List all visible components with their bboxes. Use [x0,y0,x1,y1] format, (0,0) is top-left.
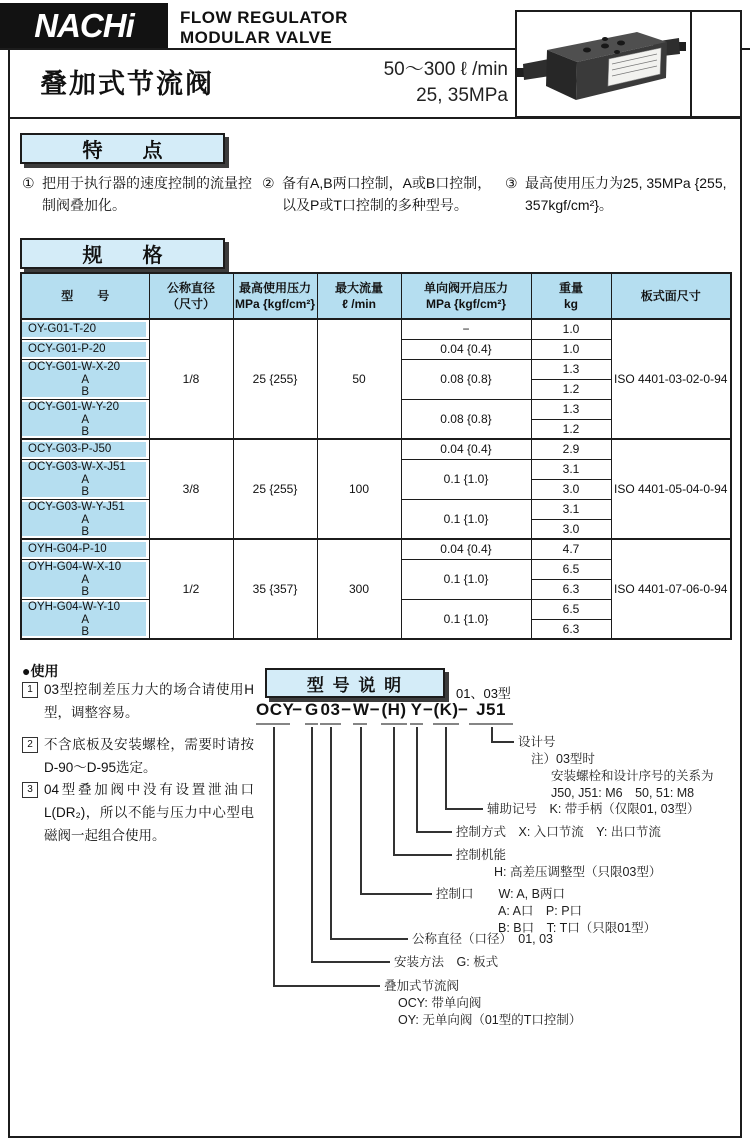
feature-number: ③ [505,175,518,191]
spec-col-header: 重量 kg [531,273,611,319]
model-code-token: (K) [433,700,459,725]
designation-label-line: 控制机能 [456,848,507,862]
designation-label-line: 公称直径（口径） 01, 03 [412,932,554,946]
max-flow-cell: 100 [317,439,401,539]
model-code-token: 03 [320,700,341,725]
opening-pressure-cell: 0.1 {1.0} [401,559,531,599]
model-cell: OCY-G01-P-20 [21,339,149,359]
designation-branch-line [491,727,514,743]
opening-pressure-cell: 0.04 {0.4} [401,439,531,459]
designation-label-func [456,847,661,881]
designation-label-line: J50, J51: M6 50, 51: M8 [551,786,695,800]
specs-heading-text: 规 格 [82,245,163,267]
usage-note-number: 2 [22,737,38,753]
page-title: 叠加式节流阀 [40,69,214,99]
model-designation-heading-text: 型 号 说 明 [306,675,404,695]
designation-label-line: 注）03型时 [531,752,595,766]
model-cell: OYH-G04-P-10 [21,539,149,559]
weight-cell: 4.7 [531,539,611,559]
usage-note-text: 不含底板及安装螺栓，需要时请按D-90～D-95选定。 [44,737,254,775]
designation-branch-line [273,727,380,987]
opening-pressure-cell: 0.1 {1.0} [401,459,531,499]
model-code-token: − [458,700,469,719]
designation-label-line: A: A口 P: P口 [498,904,583,918]
weight-cell: 1.2 [531,379,611,399]
designation-label-line: 安装方法 G: 板式 [394,955,499,969]
max-pressure-cell: 25 {255} [233,319,317,439]
designation-label-line: B: B口 T: T口（只限01型） [498,921,657,935]
opening-pressure-cell: − [401,319,531,339]
designation-label-type [384,978,581,1029]
spec-col-header: 最大流量 ℓ /min [317,273,401,319]
designation-label-line: H: 高差压调整型（只限03型） [494,865,662,879]
weight-cell: 6.3 [531,579,611,599]
designation-label-line: 叠加式节流阀 [384,979,460,993]
designation-label-line: OY: 无单向阀（01型的T口控制） [398,1013,582,1027]
designation-label-line: 控制口 W: A, B两口 [436,887,565,901]
designation-label-port [436,886,656,937]
opening-pressure-cell: 0.08 {0.8} [401,359,531,399]
opening-pressure-cell: 0.1 {1.0} [401,499,531,539]
diameter-cell: 3/8 [149,439,233,539]
model-cell: OCY-G01-W-X-20 A B [21,359,149,399]
designation-label-aux [487,801,700,818]
feature-text: 把用于执行器的速度控制的流量控制阀叠加化。 [42,175,252,213]
opening-pressure-cell: 0.08 {0.8} [401,399,531,439]
weight-cell: 1.3 [531,359,611,379]
nachi-logo-text: NACHi [34,7,134,44]
weight-cell: 3.0 [531,479,611,499]
feature-text: 最高使用压力为25, 35MPa {255, 357kgf/cm²}。 [525,175,727,213]
designation-label-line: 设计号 [518,735,556,749]
model-code-token: Y [410,700,423,725]
product-category-line2: MODULAR VALVE [180,28,333,47]
model-cell: OCY-G01-W-Y-20 A B [21,399,149,439]
designation-label-mount [394,954,498,971]
opening-pressure-cell: 0.04 {0.4} [401,339,531,359]
designation-label-line: 辅助记号 K: 带手柄（仅限01, 03型） [487,802,700,816]
designation-applicability: 01、03型 [456,686,511,701]
max-pressure-cell: 35 {357} [233,539,317,639]
spec-col-header: 单向阀开启压力 MPa {kgf/cm²} [401,273,531,319]
weight-cell: 6.3 [531,619,611,639]
spec-col-header: 最高使用压力 MPa {kgf/cm²} [233,273,317,319]
usage-note-text: 04型叠加阀中没有设置泄油口L(DR₂)，所以不能与压力中心型电磁阀一起组合使用。 [44,782,254,843]
model-code-token: − [292,700,303,719]
weight-cell: 1.0 [531,319,611,339]
spec-col-header: 公称直径 （尺寸） [149,273,233,319]
model-cell: OY-G01-T-20 [21,319,149,339]
weight-cell: 6.5 [531,559,611,579]
diameter-cell: 1/8 [149,319,233,439]
designation-label-line: OCY: 带单向阀 [398,996,482,1010]
weight-cell: 2.9 [531,439,611,459]
pressure-rating: 25, 35MPa [416,85,508,106]
model-code-token: G [305,700,318,725]
model-code-token: − [369,700,381,719]
designation-label-design [518,734,714,802]
spec-col-header: 板式面尺寸 [611,273,731,319]
weight-cell: 3.0 [531,519,611,539]
usage-note-number: 3 [22,782,38,798]
usage-heading: ●使用 [22,663,59,679]
usage-note-number: 1 [22,682,38,698]
designation-label-method [456,824,661,841]
features-heading-text: 特 点 [82,140,163,162]
spec-col-header: 型 号 [21,273,149,319]
mounting-size-cell: ISO 4401-03-02-0-94 [611,319,731,439]
diameter-cell: 1/2 [149,539,233,639]
model-code-token: J51 [469,700,513,725]
model-code-token: OCY [256,700,290,725]
opening-pressure-cell: 0.04 {0.4} [401,539,531,559]
usage-note-text: 03型控制差压力大的场合请使用H型，调整容易。 [44,682,254,720]
model-cell: OYH-G04-W-Y-10 A B [21,599,149,639]
designation-label-line: 控制方式 X: 入口节流 Y: 出口节流 [456,825,661,839]
model-cell: OYH-G04-W-X-10 A B [21,559,149,599]
weight-cell: 1.3 [531,399,611,419]
mounting-size-cell: ISO 4401-05-04-0-94 [611,439,731,539]
feature-number: ② [262,175,275,191]
designation-label-dia [412,931,553,948]
opening-pressure-cell: 0.1 {1.0} [401,599,531,639]
model-cell: OCY-G03-P-J50 [21,439,149,459]
model-cell: OCY-G03-W-X-J51 A B [21,459,149,499]
weight-cell: 1.2 [531,419,611,439]
max-flow-cell: 50 [317,319,401,439]
max-pressure-cell: 25 {255} [233,439,317,539]
weight-cell: 1.0 [531,339,611,359]
flow-range: 50～300 ℓ /min [383,59,508,80]
designation-label-line: 安装螺栓和设计序号的关系为 [551,769,714,783]
model-code-token: − [341,700,352,719]
mounting-size-cell: ISO 4401-07-06-0-94 [611,539,731,639]
feature-text: 备有A,B两口控制，A或B口控制，以及P或T口控制的多种型号。 [282,175,492,213]
weight-cell: 3.1 [531,459,611,479]
model-code-token: W [353,700,367,725]
max-flow-cell: 300 [317,539,401,639]
weight-cell: 6.5 [531,599,611,619]
weight-cell: 3.1 [531,499,611,519]
model-cell: OCY-G03-W-Y-J51 A B [21,499,149,539]
product-category-line1: FLOW REGULATOR [180,8,348,27]
feature-number: ① [22,175,35,191]
model-code-token: (H) [381,700,407,725]
model-code-token: − [423,700,434,719]
